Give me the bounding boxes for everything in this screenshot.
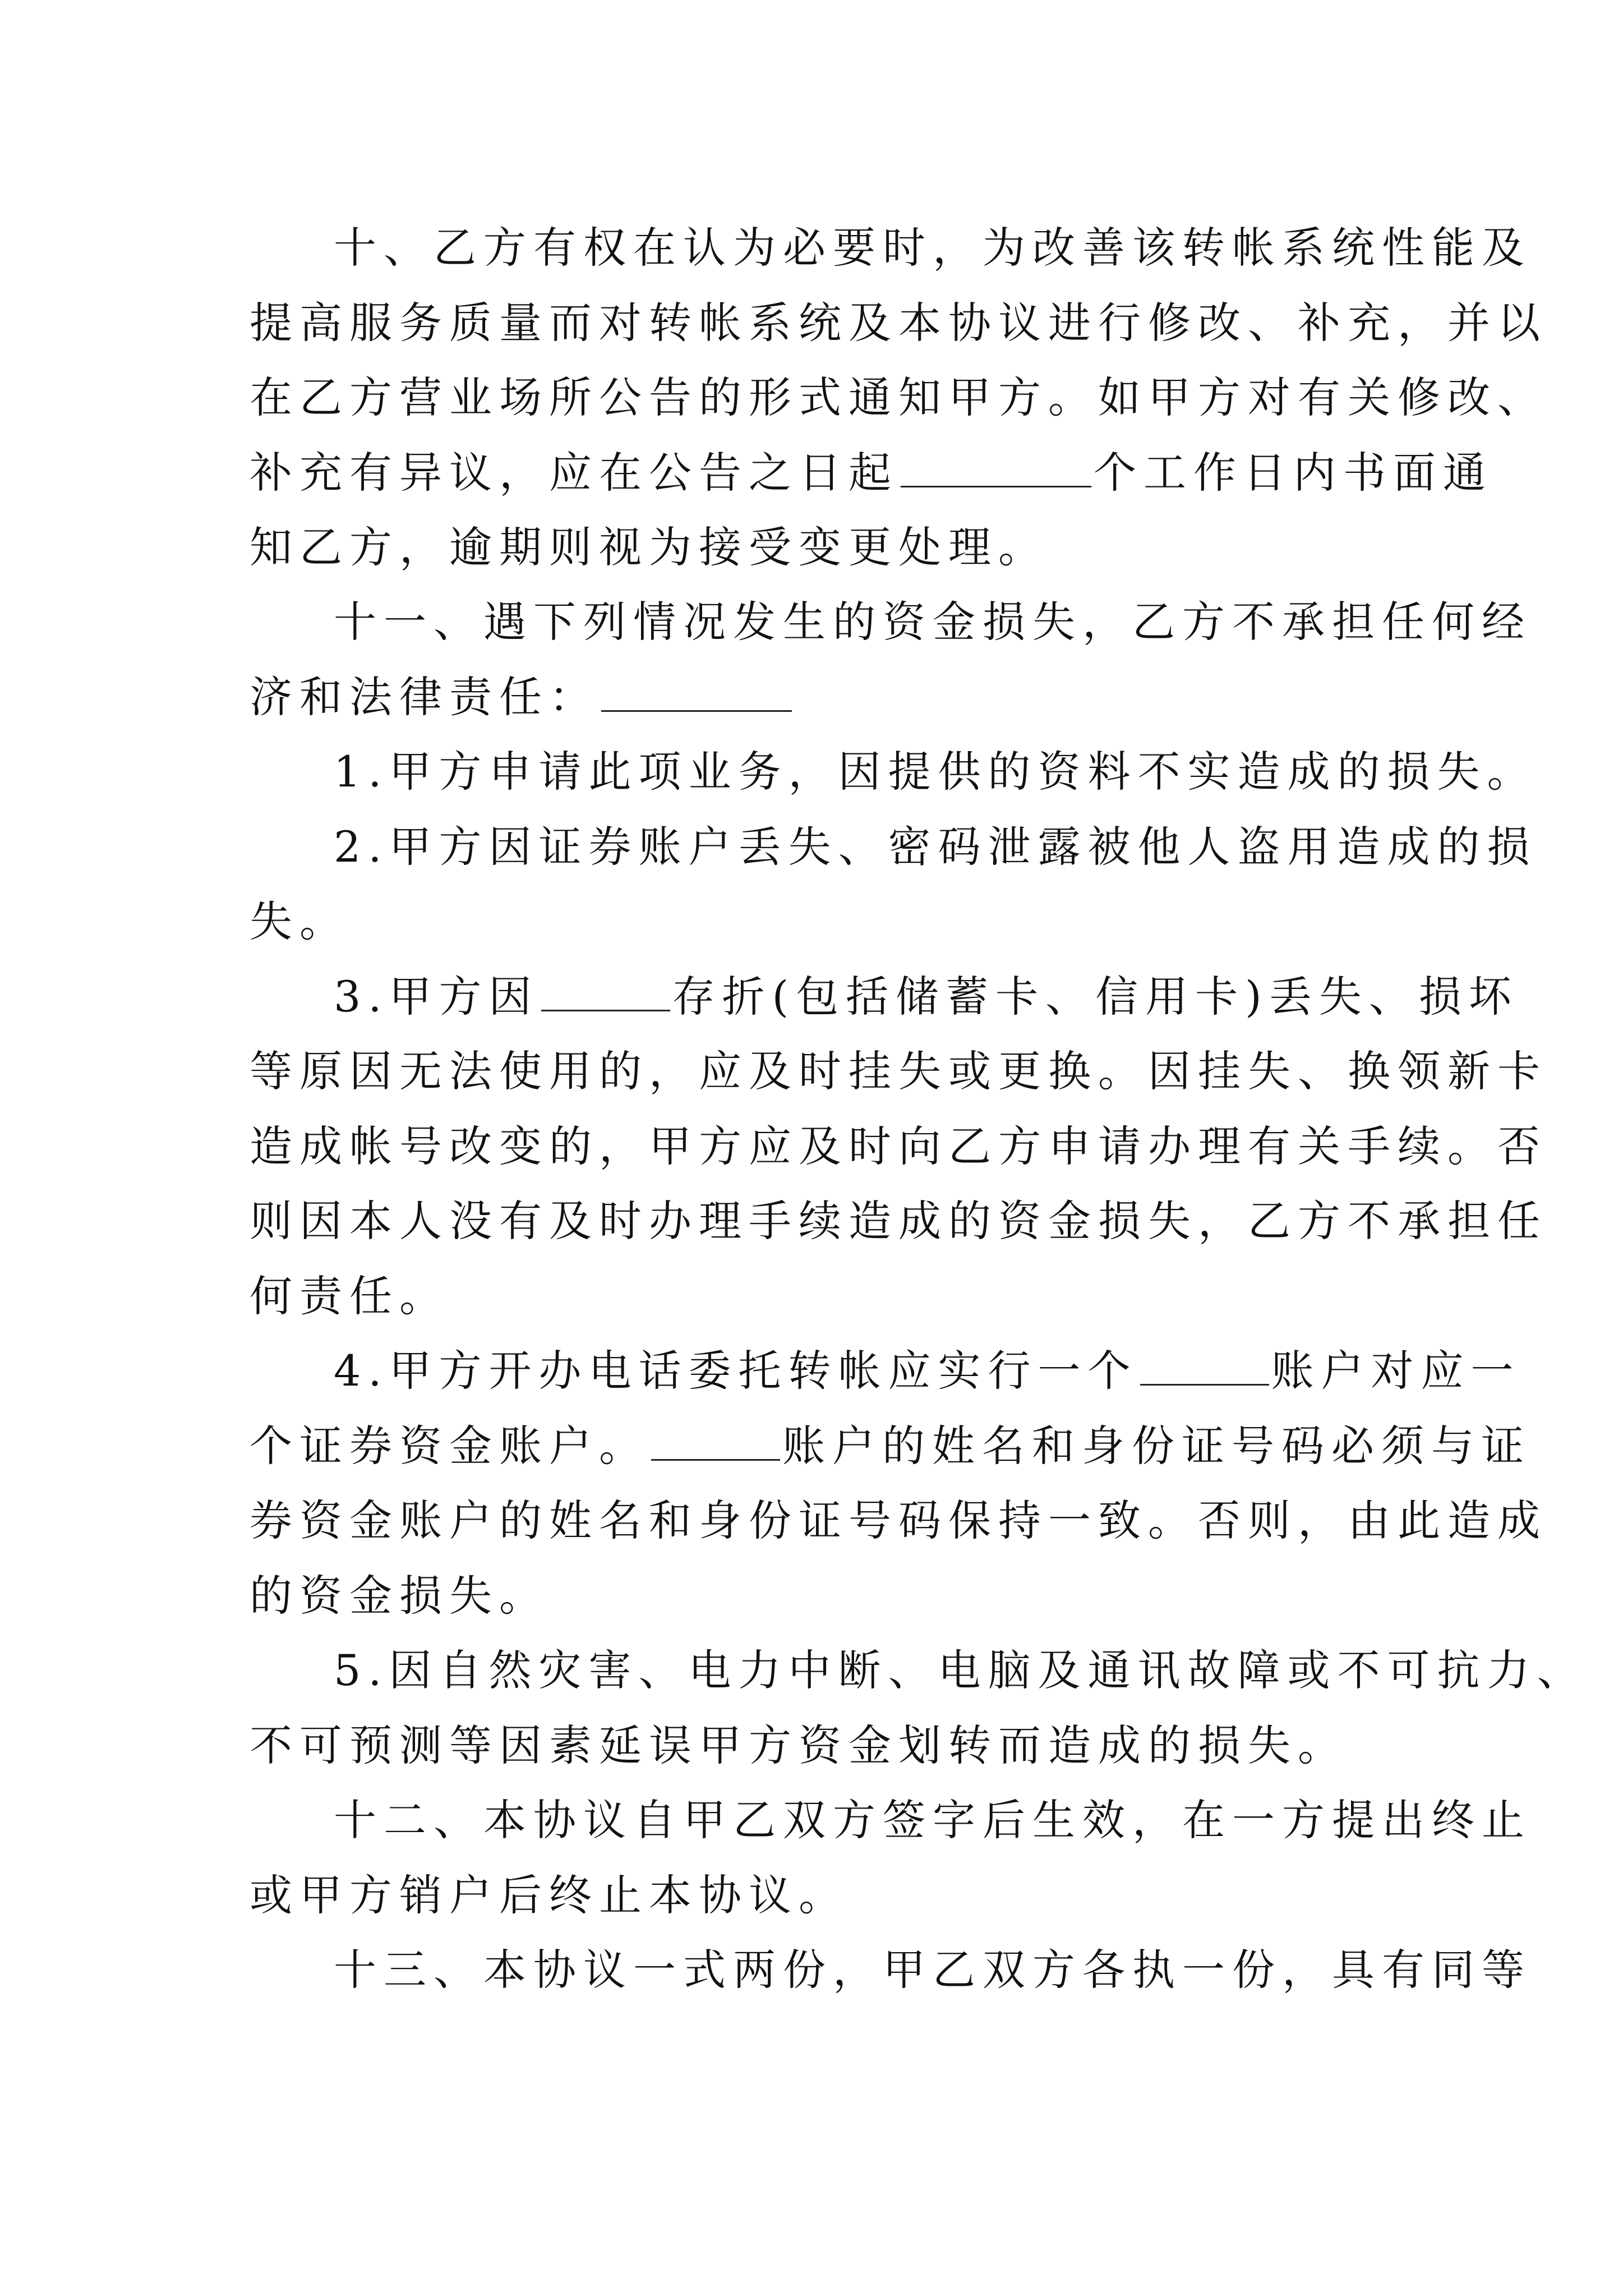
item-3-line-5: 何责任。 (250, 1271, 449, 1321)
item-5-line-1: 5.因自然灾害、电力中断、电脑及通讯故障或不可抗力、 (334, 1645, 1587, 1695)
item-3-line-3: 造成帐号改变的，甲方应及时向乙方申请办理有关手续。否 (250, 1121, 1547, 1171)
item-3-line-4: 则因本人没有及时办理手续造成的资金损失，乙方不承担任 (250, 1196, 1547, 1246)
blank-field[interactable] (601, 673, 792, 712)
item-4-line-1: 4.甲方开办电话委托转帐应实行一个 账户对应一 (334, 1346, 1521, 1396)
clause-10-line-4: 补充有异议，应在公告之日起 个工作日内书面通 (250, 448, 1493, 498)
item-3-line-1: 3.甲方因 存折(包括储蓄卡、信用卡)丢失、损坏 (334, 972, 1519, 1022)
blank-field[interactable] (541, 973, 670, 1011)
item-2-line-2: 失。 (250, 896, 349, 946)
clause-10-line-2: 提高服务质量而对转帐系统及本协议进行修改、补充，并以 (250, 298, 1547, 348)
item-1-line-1: 1.甲方申请此项业务，因提供的资料不实造成的损失。 (334, 747, 1537, 797)
clause-11-line-1: 十一、遇下列情况发生的资金损失，乙方不承担任何经 (334, 597, 1532, 647)
clause-13-line-1: 十三、本协议一式两份，甲乙双方各执一份，具有同等 (334, 1945, 1532, 1995)
clause-10-line-5: 知乙方，逾期则视为接受变更处理。 (250, 522, 1048, 572)
item-4-line-2: 个证券资金账户。 账户的姓名和身份证号码必须与证 (250, 1421, 1531, 1471)
blank-field[interactable] (651, 1422, 780, 1461)
item-2-line-1: 2.甲方因证券账户丢失、密码泄露被他人盗用造成的损 (334, 822, 1537, 872)
item-4-line-3: 券资金账户的姓名和身份证号码保持一致。否则，由此造成 (250, 1496, 1547, 1545)
clause-12-line-1: 十二、本协议自甲乙双方签字后生效，在一方提出终止 (334, 1795, 1532, 1845)
item-4-line-4: 的资金损失。 (250, 1571, 549, 1621)
item-5-line-2: 不可预测等因素延误甲方资金划转而造成的损失。 (250, 1720, 1348, 1770)
blank-field[interactable] (901, 449, 1091, 487)
blank-field[interactable] (1140, 1347, 1269, 1386)
clause-10-line-1: 十、乙方有权在认为必要时，为改善该转帐系统性能及 (334, 223, 1532, 273)
clause-10-line-3: 在乙方营业场所公告的形式通知甲方。如甲方对有关修改、 (250, 372, 1547, 422)
clause-12-line-2: 或甲方销户后终止本协议。 (250, 1870, 849, 1920)
item-3-line-2: 等原因无法使用的，应及时挂失或更换。因挂失、换领新卡 (250, 1046, 1547, 1096)
clause-11-line-2: 济和法律责任： (250, 669, 794, 725)
